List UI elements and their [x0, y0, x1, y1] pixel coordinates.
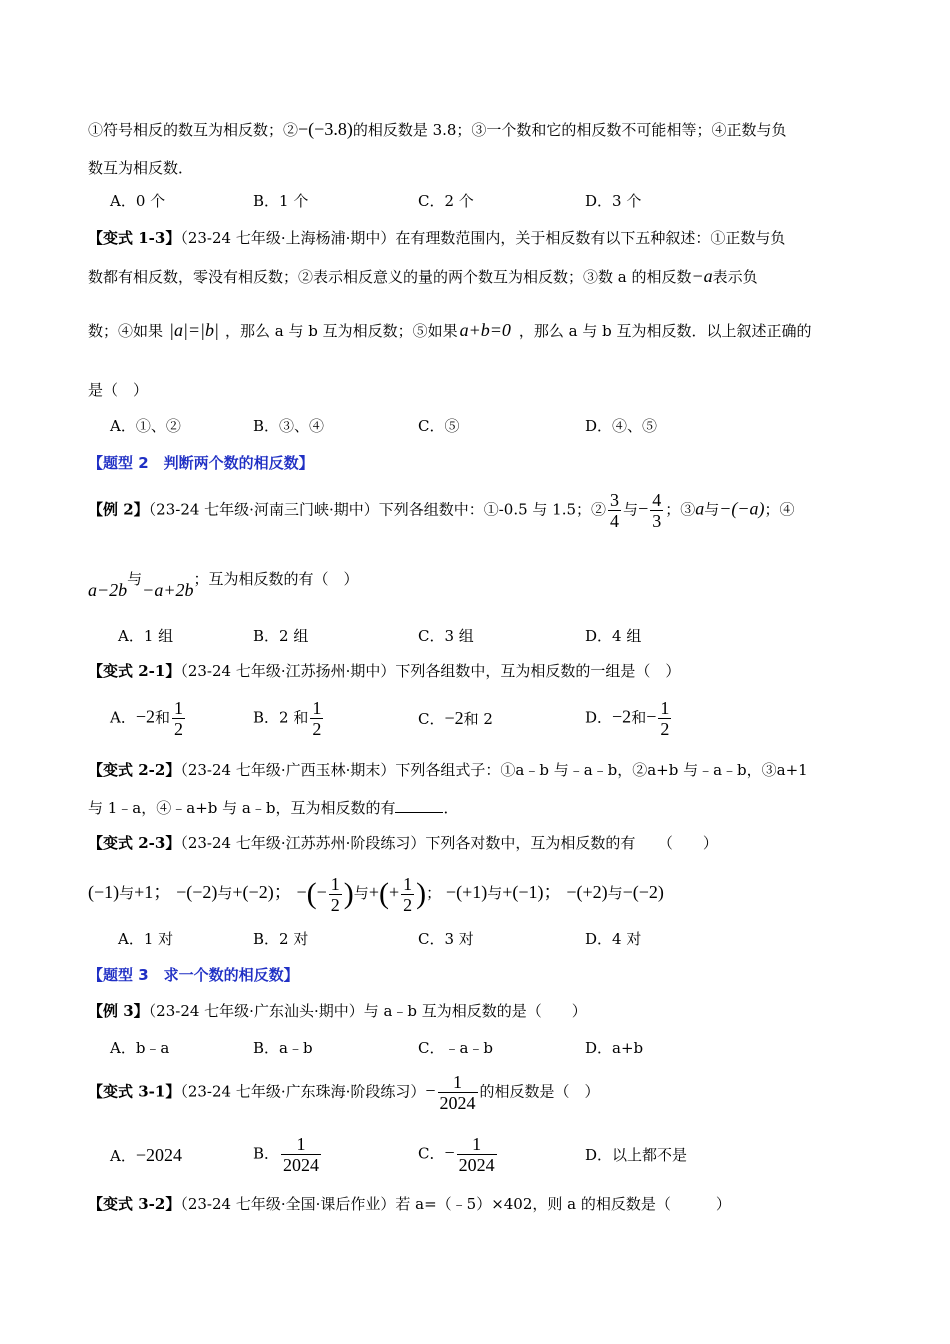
text: ，那么 a 与 b 互为相反数．以上叙述正确的 [518, 322, 812, 340]
q-line: (−1)与+1； −(−2)与+(−2)； −(− $\frac{1}{2}$ )与+(+ $\frac{1}{2}$ )； −(+1)与+(−1)； −(+2)与−(−2) [88, 873, 664, 915]
text: 与 1﹣a，④﹣a+b 与 a﹣b，互为相反数的有 [88, 799, 396, 817]
text: ①符号相反的数互为相反数；② [88, 121, 299, 139]
math-expr: −a [691, 266, 713, 286]
question-tag: 【例 3】 [88, 1002, 149, 1020]
text: ，那么 a 与 b 互为相反数；⑤如果 [224, 322, 458, 340]
text: （23-24 七年级·全国·课后作业）若 a=（﹣5）×402，则 a 的相反数是（ ） [180, 1195, 731, 1213]
question-tag: 【变式 2-2】 [88, 761, 181, 779]
text: 数互为相反数． [88, 159, 194, 177]
section-title: 【题型 2 判断两个数的相反数】 [88, 454, 314, 472]
fraction: $\frac{1}{2024}$ [439, 1072, 476, 1113]
math-sign: − [638, 498, 649, 519]
text: ；互为相反数的有（ ） [193, 570, 359, 588]
math-expr: a [695, 498, 705, 519]
option-c: C．− $\frac{1}{2024}$ [418, 1134, 495, 1175]
text: 表示负 [712, 268, 758, 286]
option-d: D．④、⑤ [585, 417, 658, 435]
q-line [88, 158, 193, 178]
text: （23-24 七年级·广西玉林·期末）下列各组式子：①a﹣b 与﹣a﹣b，②a+b 与﹣a﹣b，③a+1 [180, 761, 808, 779]
text: （23-24 七年级·上海杨浦·期中）在有理数范围内，关于相反数有以下五种叙述：①正数与负 [180, 229, 786, 247]
option-a: A．b﹣a [110, 1039, 170, 1057]
option-d: D．3 个 [585, 192, 642, 210]
q-line [88, 760, 808, 780]
math-expr: −a+2b [142, 580, 194, 600]
q-line [88, 490, 795, 531]
math-expr: a−2b [88, 580, 128, 600]
q-line [88, 1194, 731, 1214]
text: （23-24 七年级·广东汕头·期中）与 a﹣b 互为相反数的是（ ） [148, 1002, 587, 1020]
text: ；④ [764, 500, 795, 519]
math-expr: |a|=|b| [169, 320, 219, 340]
text: 与 [704, 500, 720, 519]
option-c: C．−2和 2 [418, 708, 493, 728]
q-line [88, 798, 458, 818]
text: （23-24 七年级·江苏苏州·阶段练习）下列各对数中，互为相反数的有 （ ） [180, 834, 718, 852]
text: 的相反数是 3.8；③一个数和它的相反数不可能相等；④正数与负 [352, 121, 787, 139]
q-line [88, 228, 785, 248]
text: 数；④如果 [88, 322, 164, 340]
math-expr: a+b=0 [459, 320, 511, 340]
question-tag: 【变式 2-1】 [88, 662, 181, 680]
q-line [88, 320, 812, 341]
question-tag: 【变式 2-3】 [88, 834, 181, 852]
option-b: B．2 和 $\frac{1}{2}$ [253, 698, 322, 739]
answer-blank[interactable] [395, 798, 443, 813]
q-line [88, 568, 359, 600]
text: 数都有相反数，零没有相反数；②表示相反意义的量的两个数互为相反数；③数 a 的相反数 [88, 268, 692, 286]
option-c: C．2 个 [418, 192, 474, 210]
text: ． [443, 799, 459, 817]
option-c: C．﹣a﹣b [418, 1039, 494, 1057]
question-tag: 【变式 1-3】 [88, 229, 181, 247]
option-d: D．4 组 [585, 627, 642, 645]
option-b: B．2 组 [253, 627, 309, 645]
math-expr: −(−3.8) [298, 119, 353, 139]
q-line [88, 833, 718, 853]
option-a: A．−2024 [110, 1145, 182, 1165]
option-c: C．⑤ [418, 417, 460, 435]
q-line [88, 266, 758, 287]
option-a: A．−2和 $\frac{1}{2}$ [110, 698, 184, 739]
option-b: B． $\frac{1}{2024}$ [253, 1134, 320, 1175]
text: 是（ ） [88, 381, 149, 399]
section-title: 【题型 3 求一个数的相反数】 [88, 966, 299, 984]
option-d: D．以上都不是 [585, 1146, 688, 1164]
text: 与 [127, 570, 143, 588]
option-b: B．1 个 [253, 192, 309, 210]
option-c: C．3 组 [418, 627, 474, 645]
option-d: D．4 对 [585, 930, 642, 948]
q-line [88, 1001, 587, 1021]
option-a: A．①、② [110, 417, 181, 435]
text: （23-24 七年级·河南三门峡·期中）下列各组数中：①-0.5 与 1.5；② [148, 500, 607, 519]
q-line [88, 119, 786, 140]
option-b: B．③、④ [253, 417, 325, 435]
text: 的相反数是（ ） [479, 1082, 600, 1101]
text: 与 [623, 500, 639, 519]
q-line [88, 380, 148, 400]
question-tag: 【变式 3-2】 [88, 1195, 181, 1213]
text: ；③ [665, 500, 696, 519]
option-a: A．1 对 [118, 930, 174, 948]
question-tag: 【变式 3-1】 [88, 1082, 181, 1101]
q-line: 【变式 3-1】（23-24 七年级·广东珠海·阶段练习）− $\frac{1}{2024}$ 的相反数是（ ） [88, 1072, 600, 1113]
text: （23-24 七年级·广东珠海·阶段练习） [180, 1082, 426, 1101]
option-d: D．−2和− $\frac{1}{2}$ [585, 698, 670, 739]
text: （23-24 七年级·江苏扬州·期中）下列各组数中，互为相反数的一组是（ ） [180, 662, 681, 680]
option-b: B．2 对 [253, 930, 309, 948]
question-tag: 【例 2】 [88, 500, 149, 519]
option-b: B．a﹣b [253, 1039, 313, 1057]
q-line [88, 661, 680, 681]
option-d: D．a+b [585, 1039, 644, 1057]
math-expr: −(−a) [719, 498, 765, 519]
fraction: $\frac{4}{3}$ [652, 490, 662, 531]
option-a: A．0 个 [110, 192, 166, 210]
fraction: $\frac{3}{4}$ [610, 490, 620, 531]
option-a: A．1 组 [118, 627, 174, 645]
option-c: C．3 对 [418, 930, 474, 948]
